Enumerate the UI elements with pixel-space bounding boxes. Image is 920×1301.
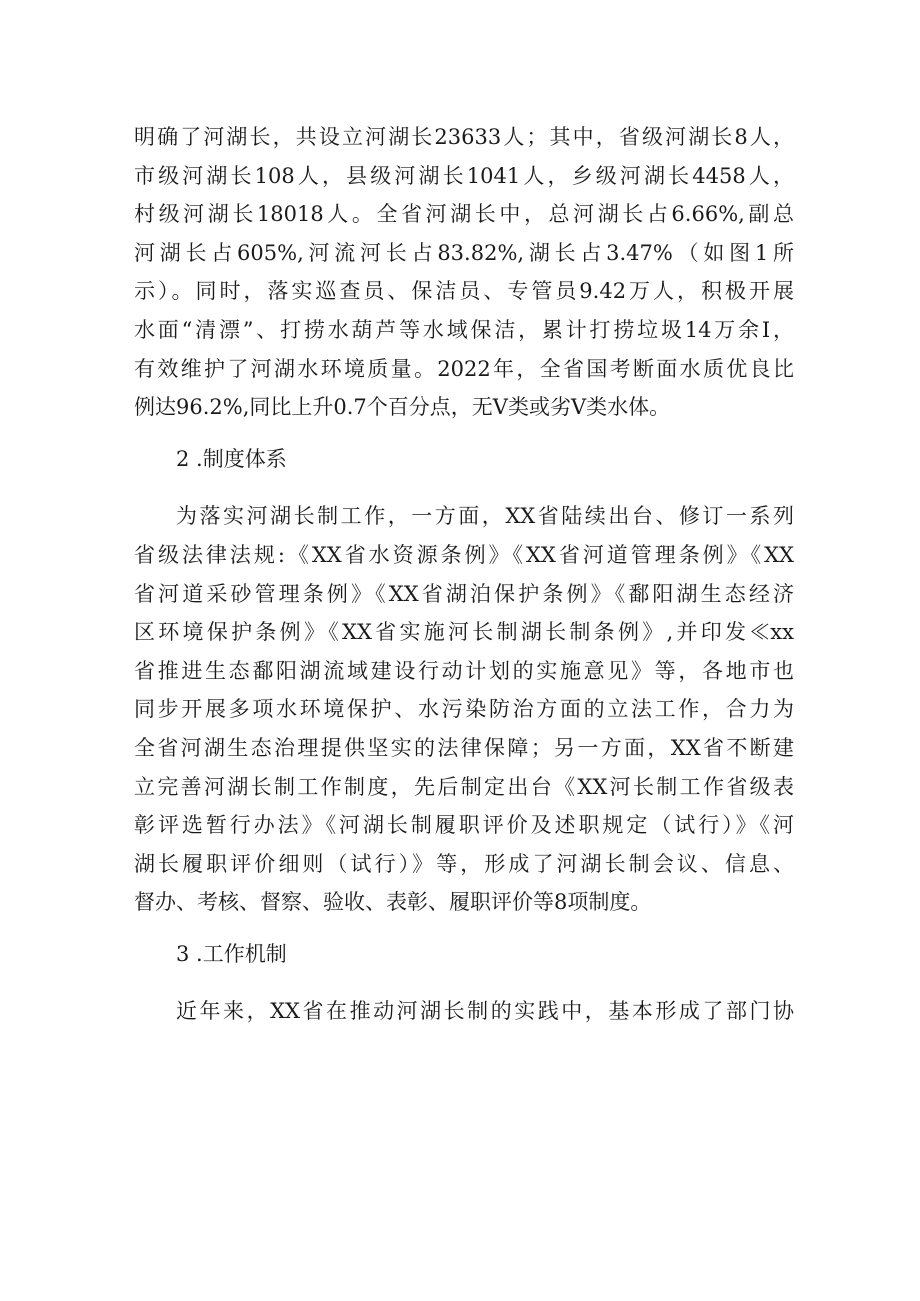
document-body — [134, 118, 794, 1031]
paragraph-line: 水面“清漂”、打捞水葫芦等水域保洁，累计打捞垃圾14万余I， — [134, 317, 794, 342]
paragraph-line: 彰评选暂行办法》《河湖长制履职评价及述职规定（试行）》《河 — [134, 813, 794, 838]
paragraph-line: 有效维护了河湖水环境质量。2022年，全省国考断面水质优良比 — [134, 356, 794, 381]
paragraph-line: 河湖长占605%,河流河长占83.82%,湖长占3.47%（如图1所 — [134, 240, 794, 265]
paragraph-line: 省级法律法规:《XX省水资源条例》《XX省河道管理条例》《XX — [134, 542, 794, 567]
paragraph-work-mechanism — [134, 992, 794, 1031]
paragraph-line: 全省河湖生态治理提供坚实的法律保障；另一方面，XX省不断建 — [134, 735, 794, 760]
paragraph-line: 省推进生态鄱阳湖流域建设行动计划的实施意见》等，各地市也 — [134, 658, 794, 683]
section-heading-work-mechanism: 3 .工作机制 — [176, 941, 287, 966]
paragraph-line: 市级河湖长108人，县级河湖长1041人，乡级河湖长4458人， — [134, 163, 794, 188]
paragraph-line: 区环境保护条例》《XX省实施河长制湖长制条例》,并印发≪xx — [134, 620, 794, 645]
paragraph-line: 为落实河湖长制工作，一方面，XX省陆续出台、修订一系列 — [176, 504, 794, 529]
paragraph-line: 例达96.2%,同比上升0.7个百分点，无V类或劣V类水体。 — [134, 395, 671, 420]
paragraph-river-chiefs — [134, 118, 794, 427]
paragraph-line: 近年来，XX省在推动河湖长制的实践中，基本形成了部门协 — [176, 999, 794, 1024]
section-heading-institutional-system: 2 .制度体系 — [176, 446, 287, 471]
paragraph-line: 明确了河湖长，共设立河湖长23633人；其中，省级河湖长8人， — [134, 125, 794, 149]
paragraph-line: 村级河湖长18018人。全省河湖长中，总河湖长占6.66%,副总 — [134, 202, 794, 227]
paragraph-line: 湖长履职评价细则（试行）》等，形成了河湖长制会议、信息、 — [134, 851, 794, 876]
paragraph-institutional-system — [134, 497, 794, 922]
paragraph-line: 示）。同时，落实巡查员、保洁员、专管员9.42万人，积极开展 — [134, 279, 794, 304]
paragraph-line: 省河道采砂管理条例》《XX省湖泊保护条例》《鄱阳湖生态经济 — [134, 581, 794, 606]
paragraph-line: 同步开展多项水环境保护、水污染防治方面的立法工作，合力为 — [134, 697, 794, 722]
paragraph-line: 督办、考核、督察、验收、表彰、履职评价等8项制度。 — [134, 890, 652, 915]
paragraph-line: 立完善河湖长制工作制度，先后制定出台《XX河长制工作省级表 — [134, 774, 794, 799]
